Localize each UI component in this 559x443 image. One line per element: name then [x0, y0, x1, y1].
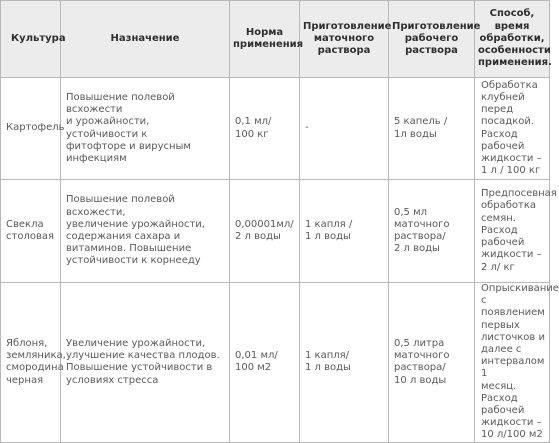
header-culture: Культура	[1, 1, 61, 78]
cell-purpose: Повышение полевой всхожести и урожайности, устойчивости к фитофторе и вирусным инфекциям	[61, 78, 230, 180]
cell-method: Обработка клубней перед посадкой. Расход рабочей жидкости – 1 л / 100 кг	[475, 78, 550, 180]
cell-working-solution: 0,5 литра маточного раствора/ 10 л воды	[389, 283, 475, 443]
cell-culture: Яблоня, земляника, смородина черная	[1, 283, 61, 443]
header-working-solution: Приготовление рабочего раствора	[389, 1, 475, 78]
cell-method: Предпосевная обработка семян. Расход рабочей жидкости – 2 л/ кг	[475, 180, 550, 283]
header-method: Способ, время обработки, особенности применения.	[475, 1, 550, 78]
cell-norm: 0,01 мл/ 100 м2	[230, 283, 300, 443]
cell-mother-solution: -	[300, 78, 389, 180]
cell-method: Опрыскивание с появлением первых листочков и далее с интервалом 1 месяц. Расход рабочей жидкости – 10 л/100 м2	[475, 283, 550, 443]
cell-norm: 0,1 мл/ 100 кг	[230, 78, 300, 180]
cell-working-solution: 5 капель / 1л воды	[389, 78, 475, 180]
cell-culture: Свекла столовая	[1, 180, 61, 283]
cell-working-solution: 0,5 мл маточного раствора/ 2 л воды	[389, 180, 475, 283]
cell-culture: Картофель	[1, 78, 61, 180]
table-row	[1, 78, 550, 180]
header-purpose: Назначение	[61, 1, 230, 78]
cell-mother-solution: 1 капля/ 1 л воды	[300, 283, 389, 443]
header-norm: Норма применения	[230, 1, 300, 78]
table-row	[1, 283, 550, 443]
cell-purpose: Увеличение урожайности, улучшение качества плодов. Повышение устойчивости в условиях стресса	[61, 283, 230, 443]
cell-norm: 0,00001мл/ 2 л воды	[230, 180, 300, 283]
table-header-row	[1, 1, 550, 78]
cell-mother-solution: 1 капля / 1 л воды	[300, 180, 389, 283]
header-mother-solution: Приготовление маточного раствора	[300, 1, 389, 78]
cell-purpose: Повышение полевой всхожести, увеличение урожайности, содержания сахара и витаминов. Повышение устойчивости к корнееду	[61, 180, 230, 283]
table-row	[1, 180, 550, 283]
